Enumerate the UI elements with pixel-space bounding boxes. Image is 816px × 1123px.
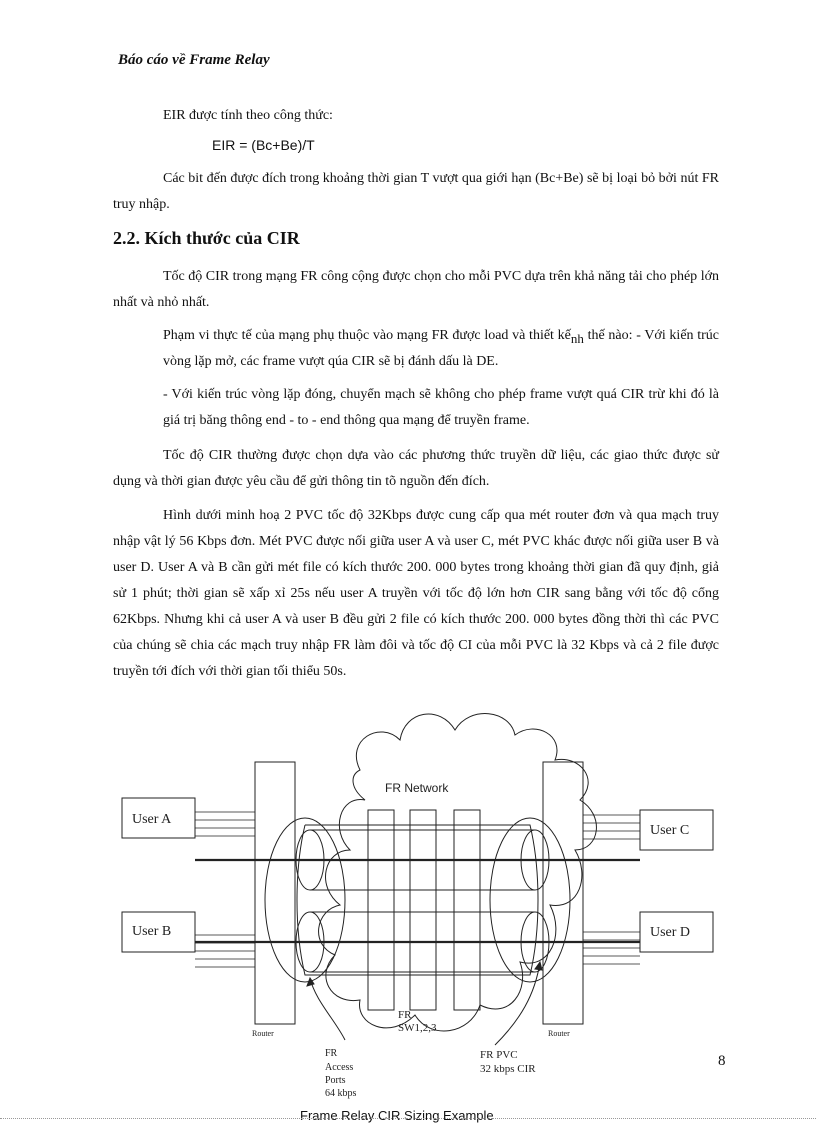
page-number: 8 xyxy=(718,1053,726,1069)
pvc-arrow xyxy=(495,962,540,1045)
figure-caption: Frame Relay CIR Sizing Example xyxy=(300,1108,494,1123)
switch-label-2: SW1,2,3 xyxy=(398,1022,437,1034)
user-c-label: User C xyxy=(650,823,690,838)
switch-1 xyxy=(368,810,394,1010)
paragraph-example: Hình dưới minh hoạ 2 PVC tốc độ 32Kbps được cung cấp qua mét router đơn và qua mạch truy nhập vật lý 56 Kbps đơn. Mét PVC được nối giữa user A và user C, mét PVC khác được nối giữa user B và user D. User A và B cần gửi mét file có kích thước 200. 000 bytes trong khoảng thời gian đã quy định, giả sử 1 phút; thời gian sẽ xấp xỉ 25s nếu user A truyền với tốc độ lớn hơn CIR sang bằng với tốc độ cổng 62Kbps. Nhưng khi cả user A và user B đều gửi 2 file có kích thước 200. 000 bytes đồng thời thì các PVC của chúng sẽ chia các mạch truy nhập FR làm đôi và tốc độ CI của mỗi PVC là 32 Kbps và cả 2 file được truyền tới đích với thời gian tối thiểu 50s. xyxy=(113,508,719,679)
router-right-label: Router xyxy=(548,1029,570,1038)
section-title: 2.2. Kích thước của CIR xyxy=(113,228,300,248)
user-c-ports xyxy=(583,815,640,839)
paragraph-cir-speed: Tốc độ CIR trong mạng FR công cộng được chọn cho mỗi PVC dựa trên khả năng tải cho phép lớn nhất và nhỏ nhất. xyxy=(113,269,719,310)
user-b-label: User B xyxy=(132,924,172,939)
paragraph-selection: Tốc độ CIR thường được chọn dựa vào các phương thức truyền dữ liệu, các giao thức được sử dụng và thời gian được yêu cầu để gửi thông tin tõ nguồn đến đích. xyxy=(113,448,719,489)
access-label-1: FR xyxy=(325,1048,338,1059)
frame-relay-diagram xyxy=(110,700,720,1100)
switch-3 xyxy=(454,810,480,1010)
fr-network-cloud xyxy=(319,714,597,1031)
page-border xyxy=(0,1118,816,1119)
scope-subscript: nh xyxy=(570,331,584,346)
access-label-4: 64 kbps xyxy=(325,1088,357,1099)
paragraph-closed-loop: - Với kiến trúc vòng lặp đóng, chuyển mạch sẽ không cho phép frame vượt quá CIR trừ khi đó là giá trị băng thông end - to - end thông qua mạng để truyền frame. xyxy=(163,387,719,428)
router-left-label: Router xyxy=(252,1029,274,1038)
paragraph-scope xyxy=(163,322,719,375)
access-right-end xyxy=(490,818,570,982)
scope-text-a: Phạm vi thực tế của mạng phụ thuộc vào mạng FR được load và thiết kế xyxy=(163,328,571,343)
network-label: FR Network xyxy=(385,781,449,795)
access-label-2: Access xyxy=(325,1062,354,1073)
access-label-3: Ports xyxy=(325,1075,346,1086)
router-left-box xyxy=(255,762,295,1024)
user-a-label: User A xyxy=(132,812,172,827)
user-d-ports xyxy=(583,932,640,964)
access-circuit-outer xyxy=(297,825,538,975)
user-b-ports xyxy=(195,935,255,967)
pvc-label-1: FR PVC xyxy=(480,1049,518,1061)
switch-label-1: FR xyxy=(398,1009,412,1021)
switch-2 xyxy=(410,810,436,1010)
scope-text-b: thế nào: - Với kiến trúc vòng lặp mở, các frame vượt qúa CIR sẽ bị đánh dấu là DE. xyxy=(163,328,720,369)
paragraph-bits: Các bit đến được đích trong khoảng thời gian T vượt qua giới hạn (Bc+Be) sẽ bị loại bỏ bởi nút FR truy nhập. xyxy=(113,171,719,212)
user-a-ports xyxy=(195,812,255,836)
running-header: Báo cáo về Frame Relay xyxy=(118,52,270,68)
pvc-label-2: 32 kbps CIR xyxy=(480,1063,536,1075)
eir-formula: EIR = (Bc+Be)/T xyxy=(212,137,315,153)
eir-intro: EIR được tính theo công thức: xyxy=(163,108,333,123)
access-arrow xyxy=(310,978,345,1040)
user-d-label: User D xyxy=(650,925,691,940)
